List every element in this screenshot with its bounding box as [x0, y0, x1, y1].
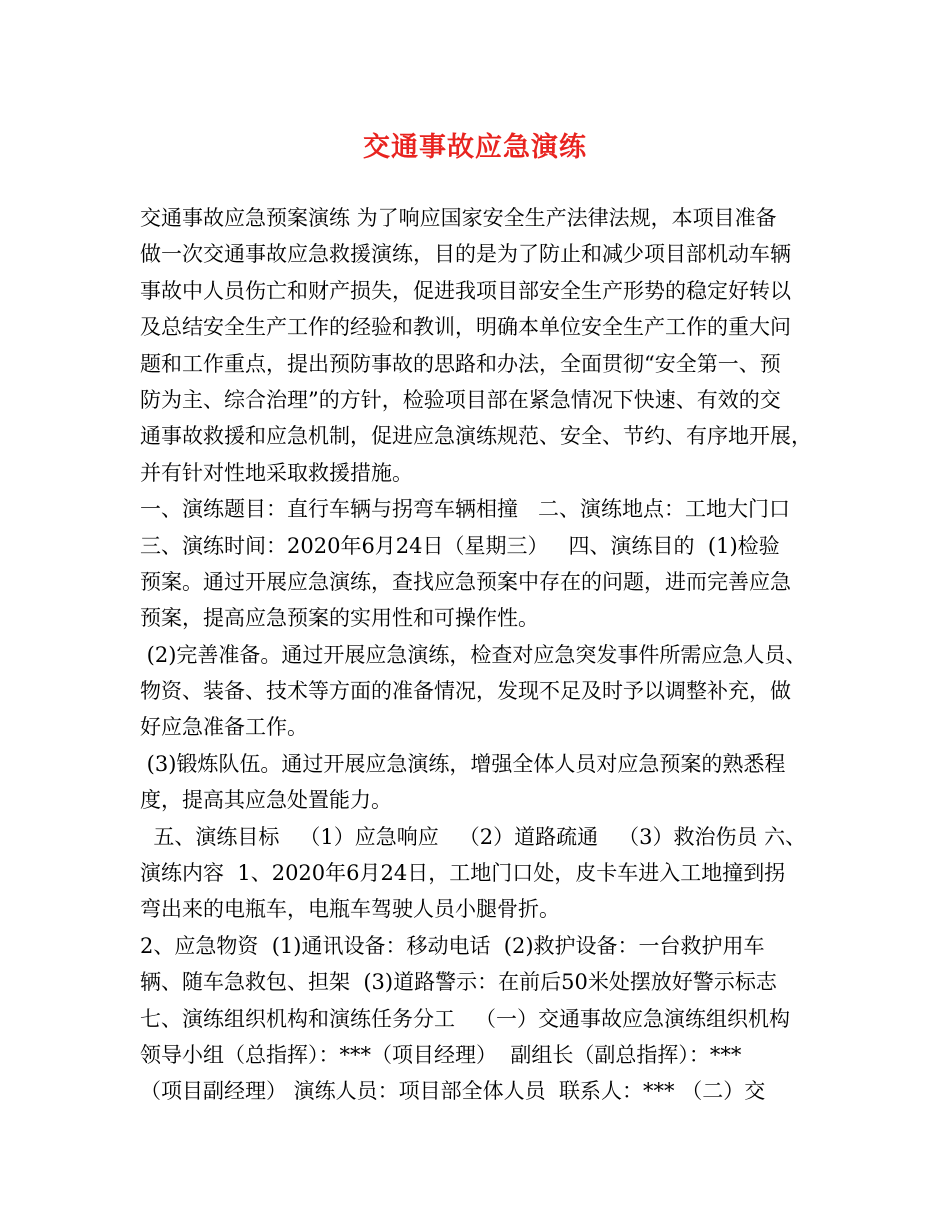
body-line: 辆、随车急救包、担架 (3)道路警示：在前后50米处摆放好警示标志	[140, 970, 777, 995]
body-line: 一、演练题目：直行车辆与拐弯车辆相撞 二、演练地点：工地大门口	[140, 497, 791, 522]
document-title: 交通事故应急演练	[363, 132, 587, 163]
body-line: 通事故救援和应急机制，促进应急演练规范、安全、节约、有序地开展，	[140, 424, 812, 449]
body-line: 弯出来的电瓶车，电瓶车驾驶人员小腿骨折。	[140, 897, 560, 922]
body-line: 2、应急物资 (1)通讯设备：移动电话 (2)救护设备：一台救护用车	[140, 933, 765, 958]
body-line: 度，提高其应急处置能力。	[140, 788, 392, 813]
body-line: （项目副经理） 演练人员：项目部全体人员 联系人：*** （二）交	[140, 1079, 766, 1104]
body-line: 做一次交通事故应急救援演练，目的是为了防止和减少项目部机动车辆	[140, 242, 791, 267]
body-line: 领导小组（总指挥）：***（项目经理） 副组长（副总指挥）：***	[140, 1042, 742, 1067]
document-body	[140, 200, 820, 1110]
body-line: 好应急准备工作。	[140, 715, 308, 740]
body-line: 三、演练时间：2020年6月24日（星期三） 四、演练目的 (1)检验	[140, 533, 780, 558]
body-line: 并有针对性地采取救援措施。	[140, 460, 413, 485]
body-line: (2)完善准备。通过开展应急演练，检查对应急突发事件所需应急人员、	[140, 642, 807, 667]
body-line: 预案。通过开展应急演练，查找应急预案中存在的问题，进而完善应急	[140, 569, 791, 594]
body-line: 题和工作重点，提出预防事故的思路和办法，全面贯彻“安全第一、预	[140, 351, 781, 376]
body-line: 物资、装备、技术等方面的准备情况，发现不足及时予以调整补充，做	[140, 679, 791, 704]
body-line: 七、演练组织机构和演练任务分工 （一）交通事故应急演练组织机构	[140, 1006, 791, 1031]
body-line: 防为主、综合治理”的方针，检验项目部在紧急情况下快速、有效的交	[140, 387, 781, 412]
body-line: 交通事故应急预案演练 为了响应国家安全生产法律法规，本项目准备	[140, 206, 777, 230]
body-line: 及总结安全生产工作的经验和教训，明确本单位安全生产工作的重大问	[140, 315, 791, 340]
body-line: 预案，提高应急预案的实用性和可操作性。	[140, 606, 539, 631]
body-line: 五、演练目标 （1）应急响应 （2）道路疏通 （3）救治伤员 六、	[140, 824, 807, 849]
body-line: (3)锻炼队伍。通过开展应急演练，增强全体人员对应急预案的熟悉程	[140, 751, 786, 776]
body-line: 演练内容 1、2020年6月24日，工地门口处，皮卡车进入工地撞到拐	[140, 861, 786, 886]
body-line: 事故中人员伤亡和财产损失，促进我项目部安全生产形势的稳定好转以	[140, 278, 791, 303]
